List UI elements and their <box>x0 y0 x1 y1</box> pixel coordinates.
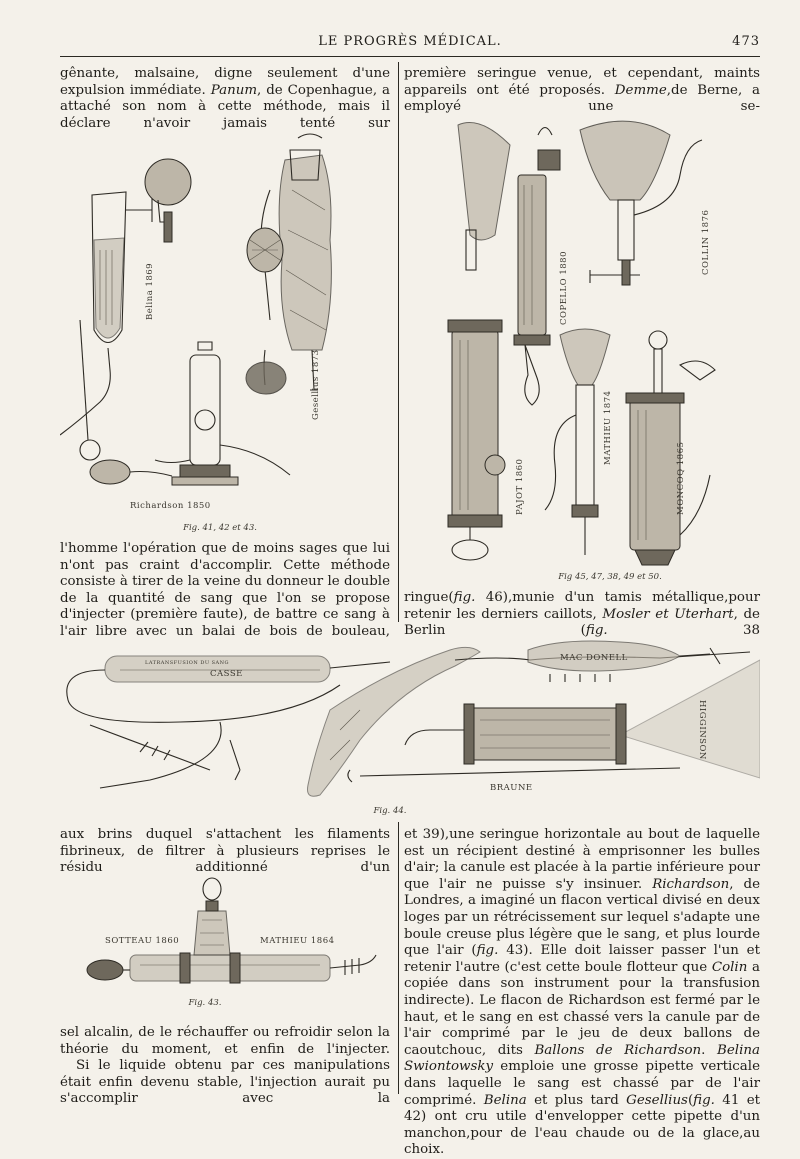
higginson-label: HIGGINSON <box>697 700 707 760</box>
pajot-syringe-drawing <box>448 123 525 561</box>
figure-44-caption: Fig. 44. <box>373 806 407 816</box>
running-head <box>60 30 760 57</box>
column-rule-bottom <box>398 822 399 1094</box>
figure-41-caption: Fig. 41, 42 et 43. <box>183 523 257 533</box>
left-bottom-paragraph-2: sel alcalin, de le réchauffer ou refroidir selon la théorie du moment, et enfin de l'injecter. <box>60 1025 390 1057</box>
copello-syringe-drawing <box>514 128 569 406</box>
gesellius-label: Gesellius 1873 <box>311 349 321 420</box>
casse-small-label: LATRANSFUSION DU SANG <box>145 660 230 666</box>
belina-pipette-drawing <box>60 159 191 435</box>
page-number: 473 <box>732 34 760 49</box>
belina-label: Belina 1869 <box>145 262 155 320</box>
gesellius-apparatus-drawing <box>246 134 331 420</box>
macdonell-instrument-drawing <box>528 641 720 682</box>
copello-label: COPELLO 1880 <box>559 251 569 325</box>
left-bottom-paragraph-1: aux brins duquel s'attachent les filaments fibrineux, de filtrer à plusieurs reprises le résidu additionné d'un <box>60 827 390 876</box>
collin-funnel-drawing <box>580 121 711 285</box>
left-mid-paragraph: l'homme l'opération que de moins sages que lui n'ont pas craint d'accomplir. Cette méthode consiste à tirer de la veine du donneur le double de la quantité de sang que l'on se propose d'injecter (première faute), de battre ce sang à l'air libre avec un balai de bois de bouleau, <box>60 541 390 639</box>
macdonell-label: MAC DONELL <box>560 653 628 663</box>
moncoq-label: MONCOQ 1865 <box>676 441 686 515</box>
figure-44 <box>60 630 760 808</box>
figure-45-caption: Fig 45, 47, 38, 49 et 50. <box>558 572 662 582</box>
journal-title: LE PROGRÈS MÉDICAL. <box>318 34 502 49</box>
right-mid-paragraph: ringue(fig. 46),munie d'un tamis métallique,pour retenir les derniers caillots, Mosler et Uterhart, de Berlin (fig. 38 <box>404 590 760 639</box>
column-rule-top <box>398 62 399 622</box>
mathieu-funnel-drawing <box>545 329 613 555</box>
moncoq-syringe-drawing <box>626 331 715 565</box>
mathieu-label: MATHIEU 1874 <box>603 390 613 465</box>
casse-label: CASSE <box>210 669 243 679</box>
figure-45-50 <box>440 115 765 575</box>
braune-label: BRAUNE <box>490 783 533 793</box>
right-top-paragraph: première seringue venue, et cependant, maints appareils ont été proposés. Demme,de Berne, a employé une se- <box>404 66 760 115</box>
mathieu-1864-label: MATHIEU 1864 <box>260 936 335 946</box>
braune-instrument-drawing <box>348 768 680 793</box>
sotteau-label: SOTTEAU 1860 <box>105 936 180 946</box>
richardson-flask-drawing <box>80 320 290 485</box>
figure-41-42-43 <box>60 120 395 525</box>
figure-43-caption: Fig. 43. <box>188 998 222 1008</box>
figure-43 <box>80 875 380 1010</box>
pajot-label: PAJOT 1860 <box>515 458 525 515</box>
right-bottom-paragraph: et 39),une seringue horizontale au bout de laquelle est un récipient destiné à emprisonner les bulles d'air; la canule est placée à la partie inférieure pour que l'air ne puisse s'y insinuer. Richardson, de Londres, a imaginé un flacon vertical divisé en deux loges par un rétrécissement sur lequel s'adapte une boule creuse plus légère que le sang, et plus lourde que l'air (fig. 43). Elle doit laisser passer l'un et retenir l'autre (c'est cette boule flotteur que Colin a copiée dans son instrument pour la transfusion indirecte). Le flacon de Richardson est fermé par le haut, et le sang en est chassé vers la canule par de l'air comprimé par le jeu de deux ballons de caoutchouc, dits Ballons de Richardson. Belina Swiontowsky emploie une grosse pipette verticale dans laquelle le sang est chassé par de l'air comprimé. Belina et plus tard Gesellius(fig. 41 et 42) ont cru utile d'envelopper cette pipette d'un manchon,pour de l'eau chaude ou de la glace,au choix. <box>404 827 761 1158</box>
richardson-label: Richardson 1850 <box>130 501 211 511</box>
collin-label: COLLIN 1876 <box>701 209 711 275</box>
sotteau-mathieu-apparatus-drawing <box>87 878 376 983</box>
left-bottom-paragraph-3: Si le liquide obtenu par ces manipulations était enfin devenu stable, l'injection aurait pu s'accomplir avec la <box>60 1058 390 1107</box>
left-top-paragraph: gênante, malsaine, digne seulement d'une expulsion immédiate. Panum, de Copenhague, a attaché son nom à cette méthode, mais il déclare n'avoir jamais tenté sur <box>60 66 391 131</box>
higginson-instrument-drawing <box>405 660 760 778</box>
